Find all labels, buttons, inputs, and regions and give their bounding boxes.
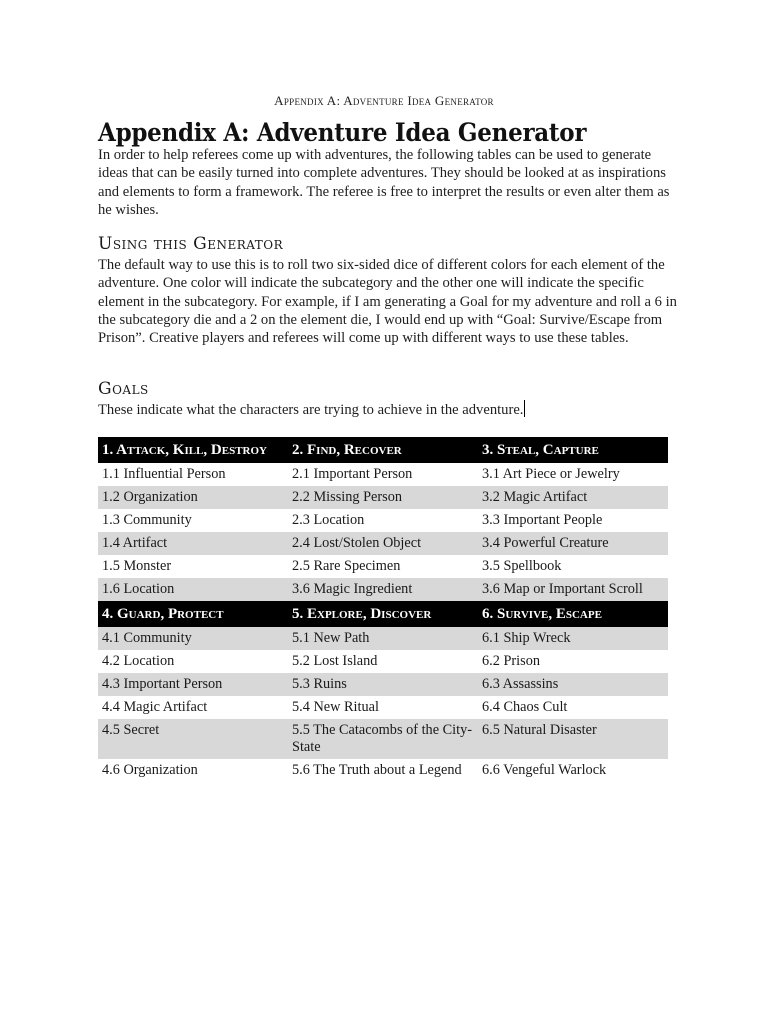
table-cell: 6.3 Assassins [478,673,668,696]
table-row [98,696,668,719]
table-header-cell: 4. Guard, Protect [98,601,288,627]
table-row [98,486,668,509]
goals-paragraph[interactable] [98,400,678,419]
running-header: Appendix A: Adventure Idea Generator [274,93,494,108]
table-cell: 5.6 The Truth about a Legend [288,759,478,782]
table-cell: 1.2 Organization [98,486,288,509]
table-cell: 3.6 Magic Ingredient [288,578,478,601]
table-row [98,532,668,555]
table-cell: 2.2 Missing Person [288,486,478,509]
using-generator-paragraph: The default way to use this is to roll two six-sided dice of different colors for each element of the adventure. One color will indicate the subcategory and the other one will indicate the specific element in the subcategory. For example, if I am generating a Goal for my adventure and roll a 6 in the subcategory die and a 2 on the element die, I would end up with “Goal: Survive/Escape from Prison”. Creative players and referees will come up with different ways to use these tables. [98,257,677,347]
table-cell: 6.4 Chaos Cult [478,696,668,719]
table-row [98,509,668,532]
table-cell: 2.4 Lost/Stolen Object [288,532,478,555]
table-cell: 2.5 Rare Specimen [288,555,478,578]
table-cell: 3.6 Map or Important Scroll [478,578,668,601]
goals-table [98,437,668,782]
table-cell: 6.5 Natural Disaster [478,719,668,759]
table-header-cell: 6. Survive, Escape [478,601,668,627]
table-cell: 5.3 Ruins [288,673,478,696]
table-cell: 1.1 Influential Person [98,463,288,486]
using-generator-heading: Using this Generator [98,234,284,254]
table-row [98,463,668,486]
table-cell: 6.1 Ship Wreck [478,627,668,650]
table-row [98,759,668,782]
table-cell: 4.6 Organization [98,759,288,782]
table-cell: 3.1 Art Piece or Jewelry [478,463,668,486]
table-row [98,673,668,696]
goals-paragraph-text: These indicate what the characters are trying to achieve in the adventure. [98,402,524,418]
table-row [98,650,668,673]
table-cell: 3.2 Magic Artifact [478,486,668,509]
table-cell: 4.1 Community [98,627,288,650]
table-row [98,719,668,759]
table-cell: 5.1 New Path [288,627,478,650]
table-cell: 3.3 Important People [478,509,668,532]
table-cell: 5.5 The Catacombs of the City-State [288,719,478,759]
table-cell: 1.4 Artifact [98,532,288,555]
table-header-cell: 5. Explore, Discover [288,601,478,627]
table-cell: 6.2 Prison [478,650,668,673]
table-cell: 2.1 Important Person [288,463,478,486]
table-cell: 4.3 Important Person [98,673,288,696]
table-row [98,555,668,578]
table-header-row [98,437,668,463]
table-cell: 6.6 Vengeful Warlock [478,759,668,782]
table-header-cell: 2. Find, Recover [288,437,478,463]
table-row [98,578,668,601]
table-cell: 4.4 Magic Artifact [98,696,288,719]
table-cell: 2.3 Location [288,509,478,532]
table-row [98,627,668,650]
table-header-cell: 1. Attack, Kill, Destroy [98,437,288,463]
table-cell: 4.2 Location [98,650,288,673]
table-cell: 3.4 Powerful Creature [478,532,668,555]
intro-paragraph: In order to help referees come up with adventures, the following tables can be used to generate ideas that can be easily turned into complete adventures. They should be looked at as inspirations and elements to form a framework. The referee is free to interpret the results or even alter them as he wishes. [98,147,670,218]
table-cell: 5.4 New Ritual [288,696,478,719]
table-cell: 4.5 Secret [98,719,288,759]
table-cell: 1.6 Location [98,578,288,601]
table-cell: 5.2 Lost Island [288,650,478,673]
goals-heading: Goals [98,379,149,399]
table-cell: 1.3 Community [98,509,288,532]
table-header-cell: 3. Steal, Capture [478,437,668,463]
page-title: Appendix A: Adventure Idea Generator [98,118,587,147]
table-cell: 3.5 Spellbook [478,555,668,578]
text-cursor [524,400,525,417]
table-header-row [98,601,668,627]
table-cell: 1.5 Monster [98,555,288,578]
